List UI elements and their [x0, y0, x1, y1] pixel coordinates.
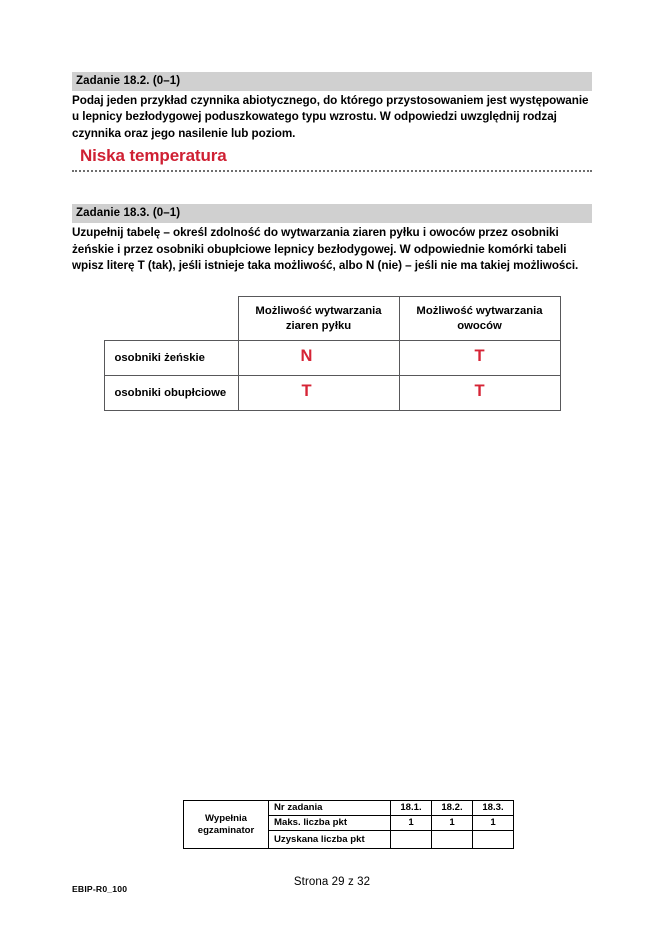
- score-rowhead-task-number: Nr zadania: [269, 801, 391, 816]
- table-row: [104, 341, 560, 376]
- answer-mark: T: [474, 347, 485, 366]
- table-header-row: [104, 297, 560, 341]
- task-block-18-2: [72, 72, 592, 172]
- score-task-number: 18.3.: [473, 801, 514, 816]
- task-spacer: [72, 172, 592, 204]
- answer-mark: N: [300, 347, 313, 366]
- column-header-pollen: Możliwość wytwarzania ziaren pyłku: [238, 297, 399, 341]
- answer-cell-female-pollen[interactable]: [238, 341, 399, 376]
- score-max-point: 1: [432, 816, 473, 831]
- table-row: [104, 376, 560, 411]
- score-obtained-point[interactable]: [391, 831, 432, 849]
- row-label-bisexual: osobniki obupłciowe: [104, 376, 238, 411]
- task-header-18-3: Zadanie 18.3. (0–1): [72, 204, 592, 223]
- content-column: [72, 72, 592, 411]
- examiner-label-line1: Wypełnia: [205, 812, 247, 824]
- answer-mark: T: [474, 382, 485, 401]
- score-task-number: 18.2.: [432, 801, 473, 816]
- column-header-fruit: Możliwość wytwarzania owoców: [399, 297, 560, 341]
- score-rowhead-max-points: Maks. liczba pkt: [269, 816, 391, 831]
- answer-cell-female-fruit[interactable]: [399, 341, 560, 376]
- task-header-18-2: Zadanie 18.2. (0–1): [72, 72, 592, 91]
- student-answer-18-2: Niska temperatura: [80, 146, 227, 166]
- footer-document-code: EBIP-R0_100: [72, 884, 128, 894]
- score-row-task-numbers: [184, 801, 514, 816]
- answer-mark: T: [301, 382, 312, 401]
- examiner-score-table: [183, 800, 514, 849]
- score-task-number: 18.1.: [391, 801, 432, 816]
- task-block-18-3: [72, 204, 592, 274]
- answer-table-wrapper: [72, 296, 592, 411]
- task-instruction-18-2: Podaj jeden przykład czynnika abiotycznego, do którego przystosowaniem jest występowanie u lepnicy bezłodygowej poduszkowatego typu wzrostu. W odpowiedzi uwzględnij rodzaj czynnika oraz jego nasilenie lub poziom.: [72, 94, 589, 140]
- score-max-point: 1: [391, 816, 432, 831]
- score-obtained-point[interactable]: [473, 831, 514, 849]
- task-instruction-18-3: Uzupełnij tabelę – określ zdolność do wytwarzania ziaren pyłku i owoców przez osobniki żeńskie i przez osobniki obupłciowe lepnicy bezłodygowej. W odpowiednie komórki tabeli wpisz literę T (tak), jeśli istnieje taka możliwość, albo N (nie) – jeśli nie ma takiej możliwości.: [72, 226, 579, 273]
- footer-page-number: Strona 29 z 32: [293, 876, 371, 888]
- score-obtained-point[interactable]: [432, 831, 473, 849]
- table-corner-cell: [104, 297, 238, 341]
- row-label-female: osobniki żeńskie: [104, 341, 238, 376]
- answer-cell-bisexual-fruit[interactable]: [399, 376, 560, 411]
- answer-table: [104, 296, 561, 411]
- score-max-point: 1: [473, 816, 514, 831]
- examiner-label-line2: egzaminator: [197, 824, 255, 836]
- examiner-score-table-wrapper: [183, 800, 514, 849]
- answer-cell-bisexual-pollen[interactable]: [238, 376, 399, 411]
- score-rowhead-obtained-points: Uzyskana liczba pkt: [269, 831, 391, 849]
- examiner-side-label: [184, 801, 269, 849]
